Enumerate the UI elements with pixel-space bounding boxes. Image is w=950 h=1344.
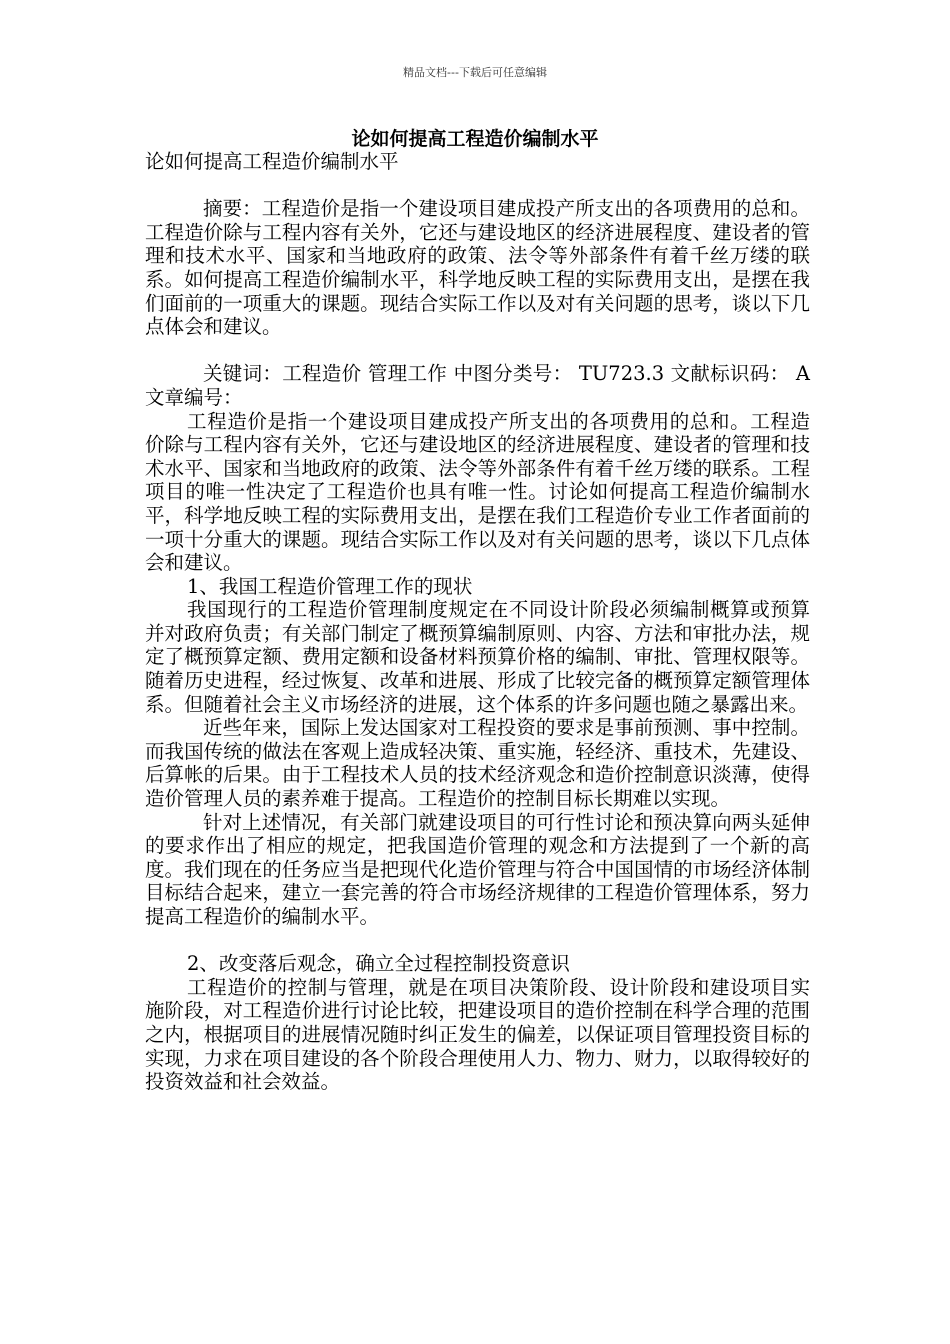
section2-paragraph-1: 工程造价的控制与管理，就是在项目决策阶段、设计阶段和建设项目实施阶段，对工程造价进行讨论比较，把建设项目的造价控制在科学合理的范围之内，根据项目的进展情况随时纠正发生的偏差，以保证项目管理投资目标的实现，力求在项目建设的各个阶段合理使用人力、物力、财力，以取得较好的投资效益和社会效益。	[145, 975, 810, 1094]
section1-paragraph-3: 针对上述情况，有关部门就建设项目的可行性讨论和预决算向两头延伸的要求作出了相应的规定，把我国造价管理的观念和方法提到了一个新的高度。我们现在的任务应当是把现代化造价管理与符合中国国情的市场经济体制目标结合起来，建立一套完善的符合市场经济规律的工程造价管理体系，努力提高工程造价的编制水平。	[145, 810, 810, 928]
spacer	[145, 339, 810, 363]
section2-heading: 2、改变落后观念，确立全过程控制投资意识	[187, 952, 570, 976]
spacer	[145, 929, 810, 953]
keywords-paragraph: 关键词：工程造价 管理工作 中图分类号： TU723.3 文献标识码： A 文章编号：	[145, 362, 810, 409]
header-note: 精品文档---下载后可任意编辑	[403, 66, 547, 79]
spacer	[145, 174, 810, 198]
abstract-paragraph: 摘要：工程造价是指一个建设项目建成投产所支出的各项费用的总和。工程造价除与工程内容有关外，它还与建设地区的经济进展程度、建设者的管理和技术水平、国家和当地政府的政策、法令等外部条件有着千丝万缕的联系。如何提高工程造价编制水平，科学地反映工程的实际费用支出，是摆在我们面前的一项重大的课题。现结合实际工作以及对有关问题的思考，谈以下几点体会和建议。	[145, 197, 810, 339]
document-body	[145, 150, 810, 1094]
document-title: 论如何提高工程造价编制水平	[351, 128, 599, 150]
document-subtitle: 论如何提高工程造价编制水平	[145, 150, 399, 173]
section1-paragraph-2: 近些年来，国际上发达国家对工程投资的要求是事前预测、事中控制。而我国传统的做法在客观上造成轻决策、重实施，轻经济、重技术，先建设、后算帐的后果。由于工程技术人员的技术经济观念和造价控制意识淡薄，使得造价管理人员的素养难于提高。工程造价的控制目标长期难以实现。	[145, 716, 810, 811]
section1-paragraph-1: 我国现行的工程造价管理制度规定在不同设计阶段必须编制概算或预算并对政府负责；有关部门制定了概预算编制原则、内容、方法和审批办法，规定了概预算定额、费用定额和设备材料预算价格的编制、审批、管理权限等。随着历史进程，经过恢复、改革和进展、形成了比较完备的概预算定额管理体系。但随着社会主义市场经济的进展，这个体系的许多问题也随之暴露出来。	[145, 598, 810, 716]
intro-paragraph: 工程造价是指一个建设项目建成投产所支出的各项费用的总和。工程造价除与工程内容有关外，它还与建设地区的经济进展程度、建设者的管理和技术水平、国家和当地政府的政策、法令等外部条件有着千丝万缕的联系。工程项目的唯一性决定了工程造价也具有唯一性。讨论如何提高工程造价编制水平，科学地反映工程的实际费用支出，是摆在我们工程造价专业工作者面前的一项十分重大的课题。现结合实际工作以及对有关问题的思考，谈以下几点体会和建议。	[145, 409, 810, 575]
section1-heading: 1、我国工程造价管理工作的现状	[187, 574, 473, 598]
